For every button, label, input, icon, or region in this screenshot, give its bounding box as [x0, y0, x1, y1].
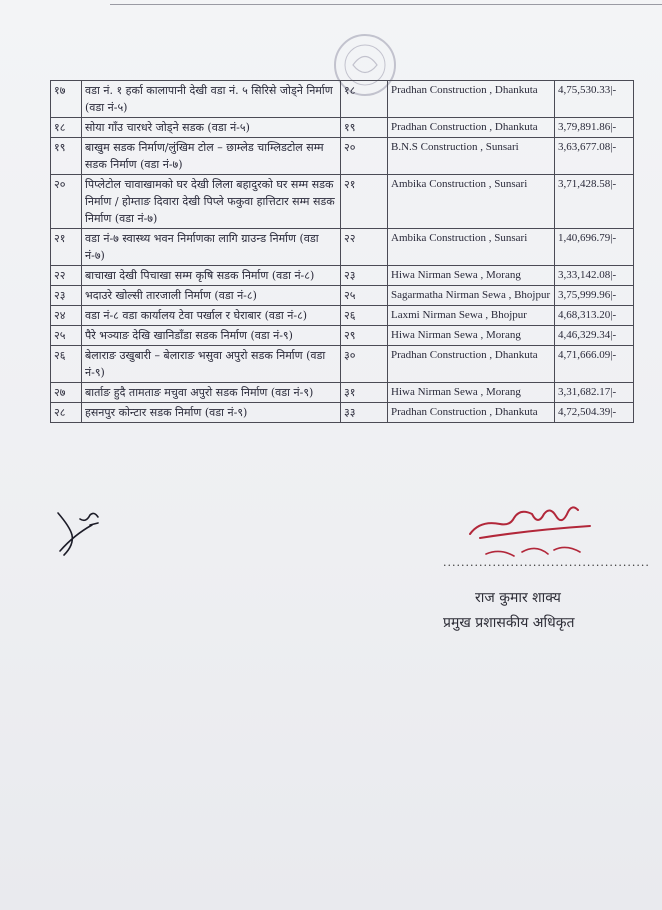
work-description-cell: सोया गाँउ चारधरे जोड्ने सडक (वडा नं-५)	[82, 118, 341, 138]
serial-number-cell: २६	[51, 346, 82, 383]
work-description-cell: वडा नं-७ स्वास्थ्य भवन निर्माणका लागि ग्राउन्ड निर्माण (वडा नं-७)	[82, 229, 341, 266]
amount-cell: 4,72,504.39|-	[555, 403, 634, 423]
table-row	[51, 118, 634, 138]
reference-number-cell: २३	[341, 266, 388, 286]
contractor-cell: Pradhan Construction , Dhankuta	[388, 81, 555, 118]
work-description-cell: भदाउरे खोल्सी तारजाली निर्माण (वडा नं-८)	[82, 286, 341, 306]
serial-number-cell: २४	[51, 306, 82, 326]
serial-number-cell: २१	[51, 229, 82, 266]
reference-number-cell: ३१	[341, 383, 388, 403]
contractor-cell: Sagarmatha Nirman Sewa , Bhojpur	[388, 286, 555, 306]
top-rule	[110, 4, 662, 5]
amount-cell: 4,68,313.20|-	[555, 306, 634, 326]
amount-cell: 3,71,428.58|-	[555, 175, 634, 229]
serial-number-cell: २८	[51, 403, 82, 423]
signer-name: राज कुमार शाक्य	[475, 590, 561, 606]
reference-number-cell: १९	[341, 118, 388, 138]
table-row	[51, 306, 634, 326]
contractor-cell: Pradhan Construction , Dhankuta	[388, 403, 555, 423]
serial-number-cell: १८	[51, 118, 82, 138]
amount-cell: 3,33,142.08|-	[555, 266, 634, 286]
reference-number-cell: २६	[341, 306, 388, 326]
reference-number-cell: १८	[341, 81, 388, 118]
serial-number-cell: १९	[51, 138, 82, 175]
table-row	[51, 266, 634, 286]
table-row	[51, 81, 634, 118]
amount-cell: 1,40,696.79|-	[555, 229, 634, 266]
contractor-cell: Hiwa Nirman Sewa , Morang	[388, 383, 555, 403]
reference-number-cell: २२	[341, 229, 388, 266]
table-row	[51, 175, 634, 229]
work-description-cell: बार्ताङ हुदै तामताङ मचुवा अपुरो सडक निर्माण (वडा नं-९)	[82, 383, 341, 403]
work-description-cell: पिप्लेटोल चावाखामको घर देखी लिला बहादुरको घर सम्म सडक निर्माण / होम्ताङ दिवारा देखी पिप्ले फकुवा हात्तिटार सम्म सडक निर्माण (वडा नं-७)	[82, 175, 341, 229]
contractor-cell: Ambika Construction , Sunsari	[388, 229, 555, 266]
contractor-cell: Hiwa Nirman Sewa , Morang	[388, 326, 555, 346]
left-signature	[50, 505, 110, 560]
serial-number-cell: २७	[51, 383, 82, 403]
contractor-cell: Pradhan Construction , Dhankuta	[388, 346, 555, 383]
reference-number-cell: ३३	[341, 403, 388, 423]
signer-title: प्रमुख प्रशासकीय अधिकृत	[443, 615, 575, 631]
contractor-cell: Laxmi Nirman Sewa , Bhojpur	[388, 306, 555, 326]
amount-cell: 4,75,530.33|-	[555, 81, 634, 118]
reference-number-cell: २०	[341, 138, 388, 175]
reference-number-cell: ३०	[341, 346, 388, 383]
serial-number-cell: २३	[51, 286, 82, 306]
table-row	[51, 229, 634, 266]
table-row	[51, 383, 634, 403]
contractor-cell: Pradhan Construction , Dhankuta	[388, 118, 555, 138]
signature-line: ..............................................	[443, 556, 650, 569]
amount-cell: 3,31,682.17|-	[555, 383, 634, 403]
works-table	[50, 80, 634, 423]
table-row	[51, 138, 634, 175]
amount-cell: 3,75,999.96|-	[555, 286, 634, 306]
amount-cell: 3,63,677.08|-	[555, 138, 634, 175]
reference-number-cell: २५	[341, 286, 388, 306]
table-row	[51, 286, 634, 306]
work-description-cell: वडा नं. १ हर्का कालापानी देखी वडा नं. ५ सिरिसे जोड्ने निर्माण (वडा नं-५)	[82, 81, 341, 118]
work-description-cell: पैरे भञ्याङ देखि खानिडाँडा सडक निर्माण (वडा नं-९)	[82, 326, 341, 346]
amount-cell: 4,46,329.34|-	[555, 326, 634, 346]
work-description-cell: बाचाखा देखी पिचाखा सम्म कृषि सडक निर्माण (वडा नं-८)	[82, 266, 341, 286]
amount-cell: 4,71,666.09|-	[555, 346, 634, 383]
work-description-cell: हसनपुर कोन्टार सडक निर्माण (वडा नं-९)	[82, 403, 341, 423]
table-row	[51, 403, 634, 423]
reference-number-cell: २१	[341, 175, 388, 229]
reference-number-cell: २९	[341, 326, 388, 346]
contractor-cell: Hiwa Nirman Sewa , Morang	[388, 266, 555, 286]
serial-number-cell: २५	[51, 326, 82, 346]
amount-cell: 3,79,891.86|-	[555, 118, 634, 138]
work-description-cell: वडा नं-८ वडा कार्यालय टेवा पर्खाल र घेराबार (वडा नं-८)	[82, 306, 341, 326]
serial-number-cell: १७	[51, 81, 82, 118]
work-description-cell: बेलाराङ उखुबारी – बेलाराङ भसुवा अपुरो सडक निर्माण (वडा नं-९)	[82, 346, 341, 383]
table-row	[51, 346, 634, 383]
serial-number-cell: २२	[51, 266, 82, 286]
contractor-cell: Ambika Construction , Sunsari	[388, 175, 555, 229]
work-description-cell: बाखुम सडक निर्माण/लुंखिम टोल – छाम्लेड चाम्लिडटोल सम्म सडक निर्माण (वडा नं-७)	[82, 138, 341, 175]
serial-number-cell: २०	[51, 175, 82, 229]
contractor-cell: B.N.S Construction , Sunsari	[388, 138, 555, 175]
table-row	[51, 326, 634, 346]
